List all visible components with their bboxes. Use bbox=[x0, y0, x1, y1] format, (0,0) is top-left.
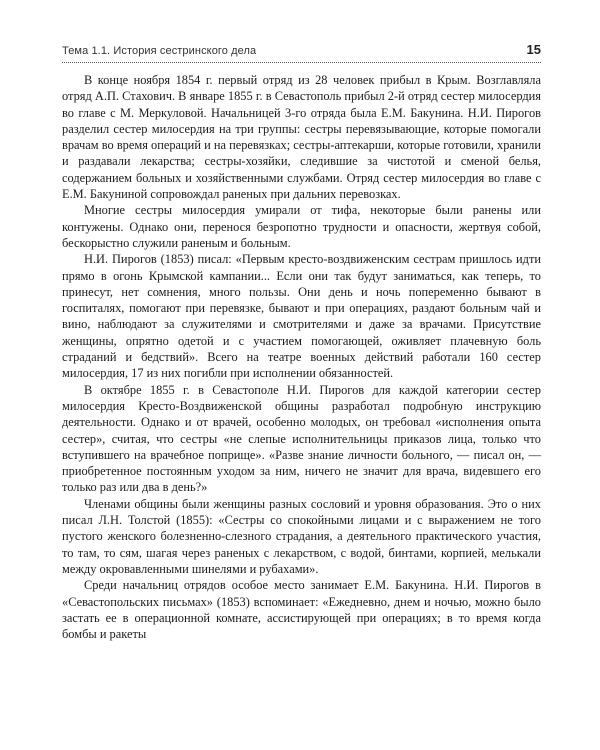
running-title: Тема 1.1. История сестринского дела bbox=[62, 45, 257, 57]
paragraph-5: Членами общины были женщины разных сословий и уровня образования. Это о них писал Л.Н. Толстой (1855): «Сестры со спокойными лицами и с выражением не того пустого женского болезненно-слезного страдания, а деятельного практического участия, то там, то сям, шагая через раненых с лекарством, с водой, бинтами, корпией, мелькали между окровавленными шинелями и рубахами». bbox=[62, 496, 541, 576]
paragraph-1: В конце ноября 1854 г. первый отряд из 28 человек прибыл в Крым. Возглавляла отряд А.П. Стахович. В январе 1855 г. в Севастополь прибыл 2-й отряд сестер милосердия во главе с М. Меркуловой. Начальницей 3-го отряда была Е.М. Бакунина. Н.И. Пирогов разделил сестер милосердия на три группы: сестры перевязывающие, которые помогали врачам во время операций и на перевязках; сестры-аптекарши, которые готовили, хранили и раздавали лекарства; сестры-хозяйки, следившие за чистотой и сменой белья, содержанием больных и хозяйственными службами. Отряд сестер милосердия во главе с Е.М. Бакуниной сопровождал раненых при дальних перевозках. bbox=[62, 73, 541, 202]
page-number: 15 bbox=[526, 42, 541, 57]
paragraph-4: В октябре 1855 г. в Севастополе Н.И. Пирогов для каждой категории сестер милосердия Кресто-Воздвиженской общины разработал подробную инструкцию деятельности. Однако и от врачей, особенно молодых, он требовал «исполнения опыта сестер», считая, что сестры «не слепые исполнительницы приказов лица, только что вступившего на врачебное поприще». «Разве знание личности больного, — писал он, — приобретенное постоянным уходом за ним, ничего не значит для врача, видевшего его только раз или два в день?» bbox=[62, 382, 541, 495]
running-header bbox=[62, 42, 541, 62]
paragraph-2: Многие сестры милосердия умирали от тифа, некоторые были ранены или контужены. Однако они, перенося безропотно трудности и опасности, жертвуя собой, бескорыстно служили раненым и больным. bbox=[62, 203, 541, 250]
paragraph-6: Среди начальниц отрядов особое место занимает Е.М. Бакунина. Н.И. Пирогов в «Севастопольских письмах» (1853) вспоминает: «Ежедневно, днем и ночью, можно было застать ее в операционной комнате, ассистирующей при операциях; в то время когда бомбы и ракеты bbox=[62, 578, 541, 642]
body-text bbox=[62, 72, 541, 642]
header-divider bbox=[62, 62, 541, 63]
paragraph-3: Н.И. Пирогов (1853) писал: «Первым кресто-воздвиженским сестрам пришлось идти прямо в огонь Крымской кампании... Если они так будут заниматься, как теперь, то принесут, нет сомнения, много пользы. Они день и ночь попеременно бывают в госпиталях, помогают при перевязке, бывают и при операциях, раздают больным чай и вино, наблюдают за служителями и смотрителями и даже за врачами. Присутствие женщины, опрятно одетой и с участием помогающей, оживляет плачевную боль страданий и бедствий». Всего на театре военных действий работали 160 сестер милосердия, 17 из них погибли при исполнении обязанностей. bbox=[62, 252, 541, 381]
